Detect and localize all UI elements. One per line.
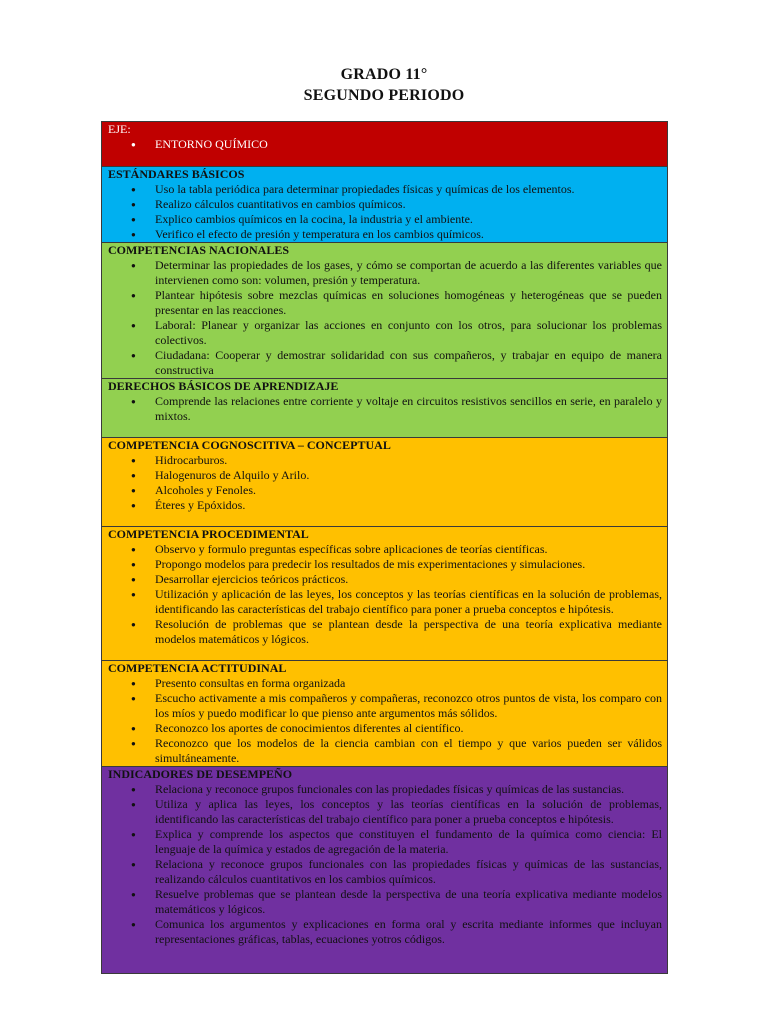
list-item: ● Observo y formulo preguntas específicas sobre aplicaciones de teorías científicas. <box>108 542 662 557</box>
item-list <box>108 394 662 424</box>
list-item: ● Comunica los argumentos y explicaciones en forma oral y escrita mediante informes que incluyan representaciones gráficas, tablas, ecuaciones yotros códigos. <box>108 917 662 947</box>
item-list <box>108 676 662 766</box>
list-item: ● Laboral: Planear y organizar las acciones en conjunto con los otros, para solucionar los problemas colectivos. <box>108 318 662 348</box>
list-item: ● Relaciona y reconoce grupos funcionales con las propiedades físicas y químicas de las sustancias, realizando cálculos cuantitativos en los cambios químicos. <box>108 857 662 887</box>
list-item: ● Alcoholes y Fenoles. <box>108 483 662 498</box>
list-item: ● Utiliza y aplica las leyes, los conceptos y las teorías científicas en la solución de problemas, identificando las características del trabajo científico para poner a prueba conceptos e hipótesis. <box>108 797 662 827</box>
list-item: ● Hidrocarburos. <box>108 453 662 468</box>
list-item: ● Halogenuros de Alquilo y Arilo. <box>108 468 662 483</box>
item-list <box>108 453 662 513</box>
section-heading: DERECHOS BÁSICOS DE APRENDIZAJE <box>108 379 339 393</box>
section-heading: COMPETENCIA PROCEDIMENTAL <box>108 527 309 541</box>
list-item: ● Ciudadana: Cooperar y demostrar solidaridad con sus compañeros, y trabajar en equipo de manera constructiva <box>108 348 662 378</box>
list-item: ● Presento consultas en forma organizada <box>108 676 662 691</box>
section-competencias-nacionales <box>102 243 668 379</box>
item-list <box>108 258 662 378</box>
item-list <box>108 182 662 242</box>
item-list <box>108 137 662 152</box>
list-item: ● ENTORNO QUÍMICO <box>108 137 662 152</box>
section-actitudinal <box>102 661 668 767</box>
curriculum-table <box>101 121 668 974</box>
list-item: ● Comprende las relaciones entre corriente y voltaje en circuitos resistivos sencillos en serie, en paralelo y mixtos. <box>108 394 662 424</box>
section-heading: ESTÁNDARES BÁSICOS <box>108 167 245 181</box>
list-item: ● Verifico el efecto de presión y temperatura en los cambios químicos. <box>108 227 662 242</box>
list-item: ● Relaciona y reconoce grupos funcionales con las propiedades físicas y químicas de las sustancias. <box>108 782 662 797</box>
document-title: GRADO 11° <box>340 66 428 83</box>
section-heading: COMPETENCIA ACTITUDINAL <box>108 661 287 675</box>
list-item: ● Reconozco que los modelos de la ciencia cambian con el tiempo y que varios pueden ser válidos simultáneamente. <box>108 736 662 766</box>
section-heading: COMPETENCIA COGNOSCITIVA – CONCEPTUAL <box>108 438 391 452</box>
list-item: ● Plantear hipótesis sobre mezclas químicas en soluciones homogéneas y heterogéneas que se pueden presentar en las reacciones. <box>108 288 662 318</box>
section-heading: EJE: <box>108 122 131 136</box>
section-eje <box>102 122 668 167</box>
item-list <box>108 782 662 947</box>
section-procedimental <box>102 527 668 661</box>
list-item: ● Escucho activamente a mis compañeros y compañeras, reconozco otros puntos de vista, los comparo con los míos y puedo modificar lo que pienso ante argumentos más sólidos. <box>108 691 662 721</box>
section-cognoscitiva <box>102 438 668 527</box>
section-heading: COMPETENCIAS NACIONALES <box>108 243 290 257</box>
section-indicadores <box>102 767 668 974</box>
list-item: ● Propongo modelos para predecir los resultados de mis experimentaciones y simulaciones. <box>108 557 662 572</box>
list-item: ● Uso la tabla periódica para determinar propiedades físicas y químicas de los elementos. <box>108 182 662 197</box>
list-item: ● Realizo cálculos cuantitativos en cambios químicos. <box>108 197 662 212</box>
list-item: ● Desarrollar ejercicios teóricos prácticos. <box>108 572 662 587</box>
list-item: ● Resolución de problemas que se plantean desde la perspectiva de una teoría explicativa mediante modelos matemáticos y lógicos. <box>108 617 662 647</box>
list-item: ● Éteres y Epóxidos. <box>108 498 662 513</box>
list-item: ● Utilización y aplicación de las leyes, los conceptos y las teorías científicas en la solución de problemas, identificando las características del trabajo científico para poner a prueba conceptos e hipótesis. <box>108 587 662 617</box>
item-list <box>108 542 662 647</box>
list-item: ● Determinar las propiedades de los gases, y cómo se comportan de acuerdo a las diferentes variables que intervienen como son: volumen, presión y temperatura. <box>108 258 662 288</box>
document-subtitle: SEGUNDO PERIODO <box>303 87 465 104</box>
section-heading: INDICADORES DE DESEMPEÑO <box>108 767 293 781</box>
list-item: ● Explico cambios químicos en la cocina, la industria y el ambiente. <box>108 212 662 227</box>
list-item: ● Resuelve problemas que se plantean desde la perspectiva de una teoría explicativa mediante modelos matemáticos y lógicos. <box>108 887 662 917</box>
section-estandares <box>102 167 668 243</box>
list-item: ● Explica y comprende los aspectos que constituyen el fundamento de la química como ciencia: El lenguaje de la química y estados de agregación de la materia. <box>108 827 662 857</box>
section-dba <box>102 379 668 438</box>
list-item: ● Reconozco los aportes de conocimientos diferentes al científico. <box>108 721 662 736</box>
